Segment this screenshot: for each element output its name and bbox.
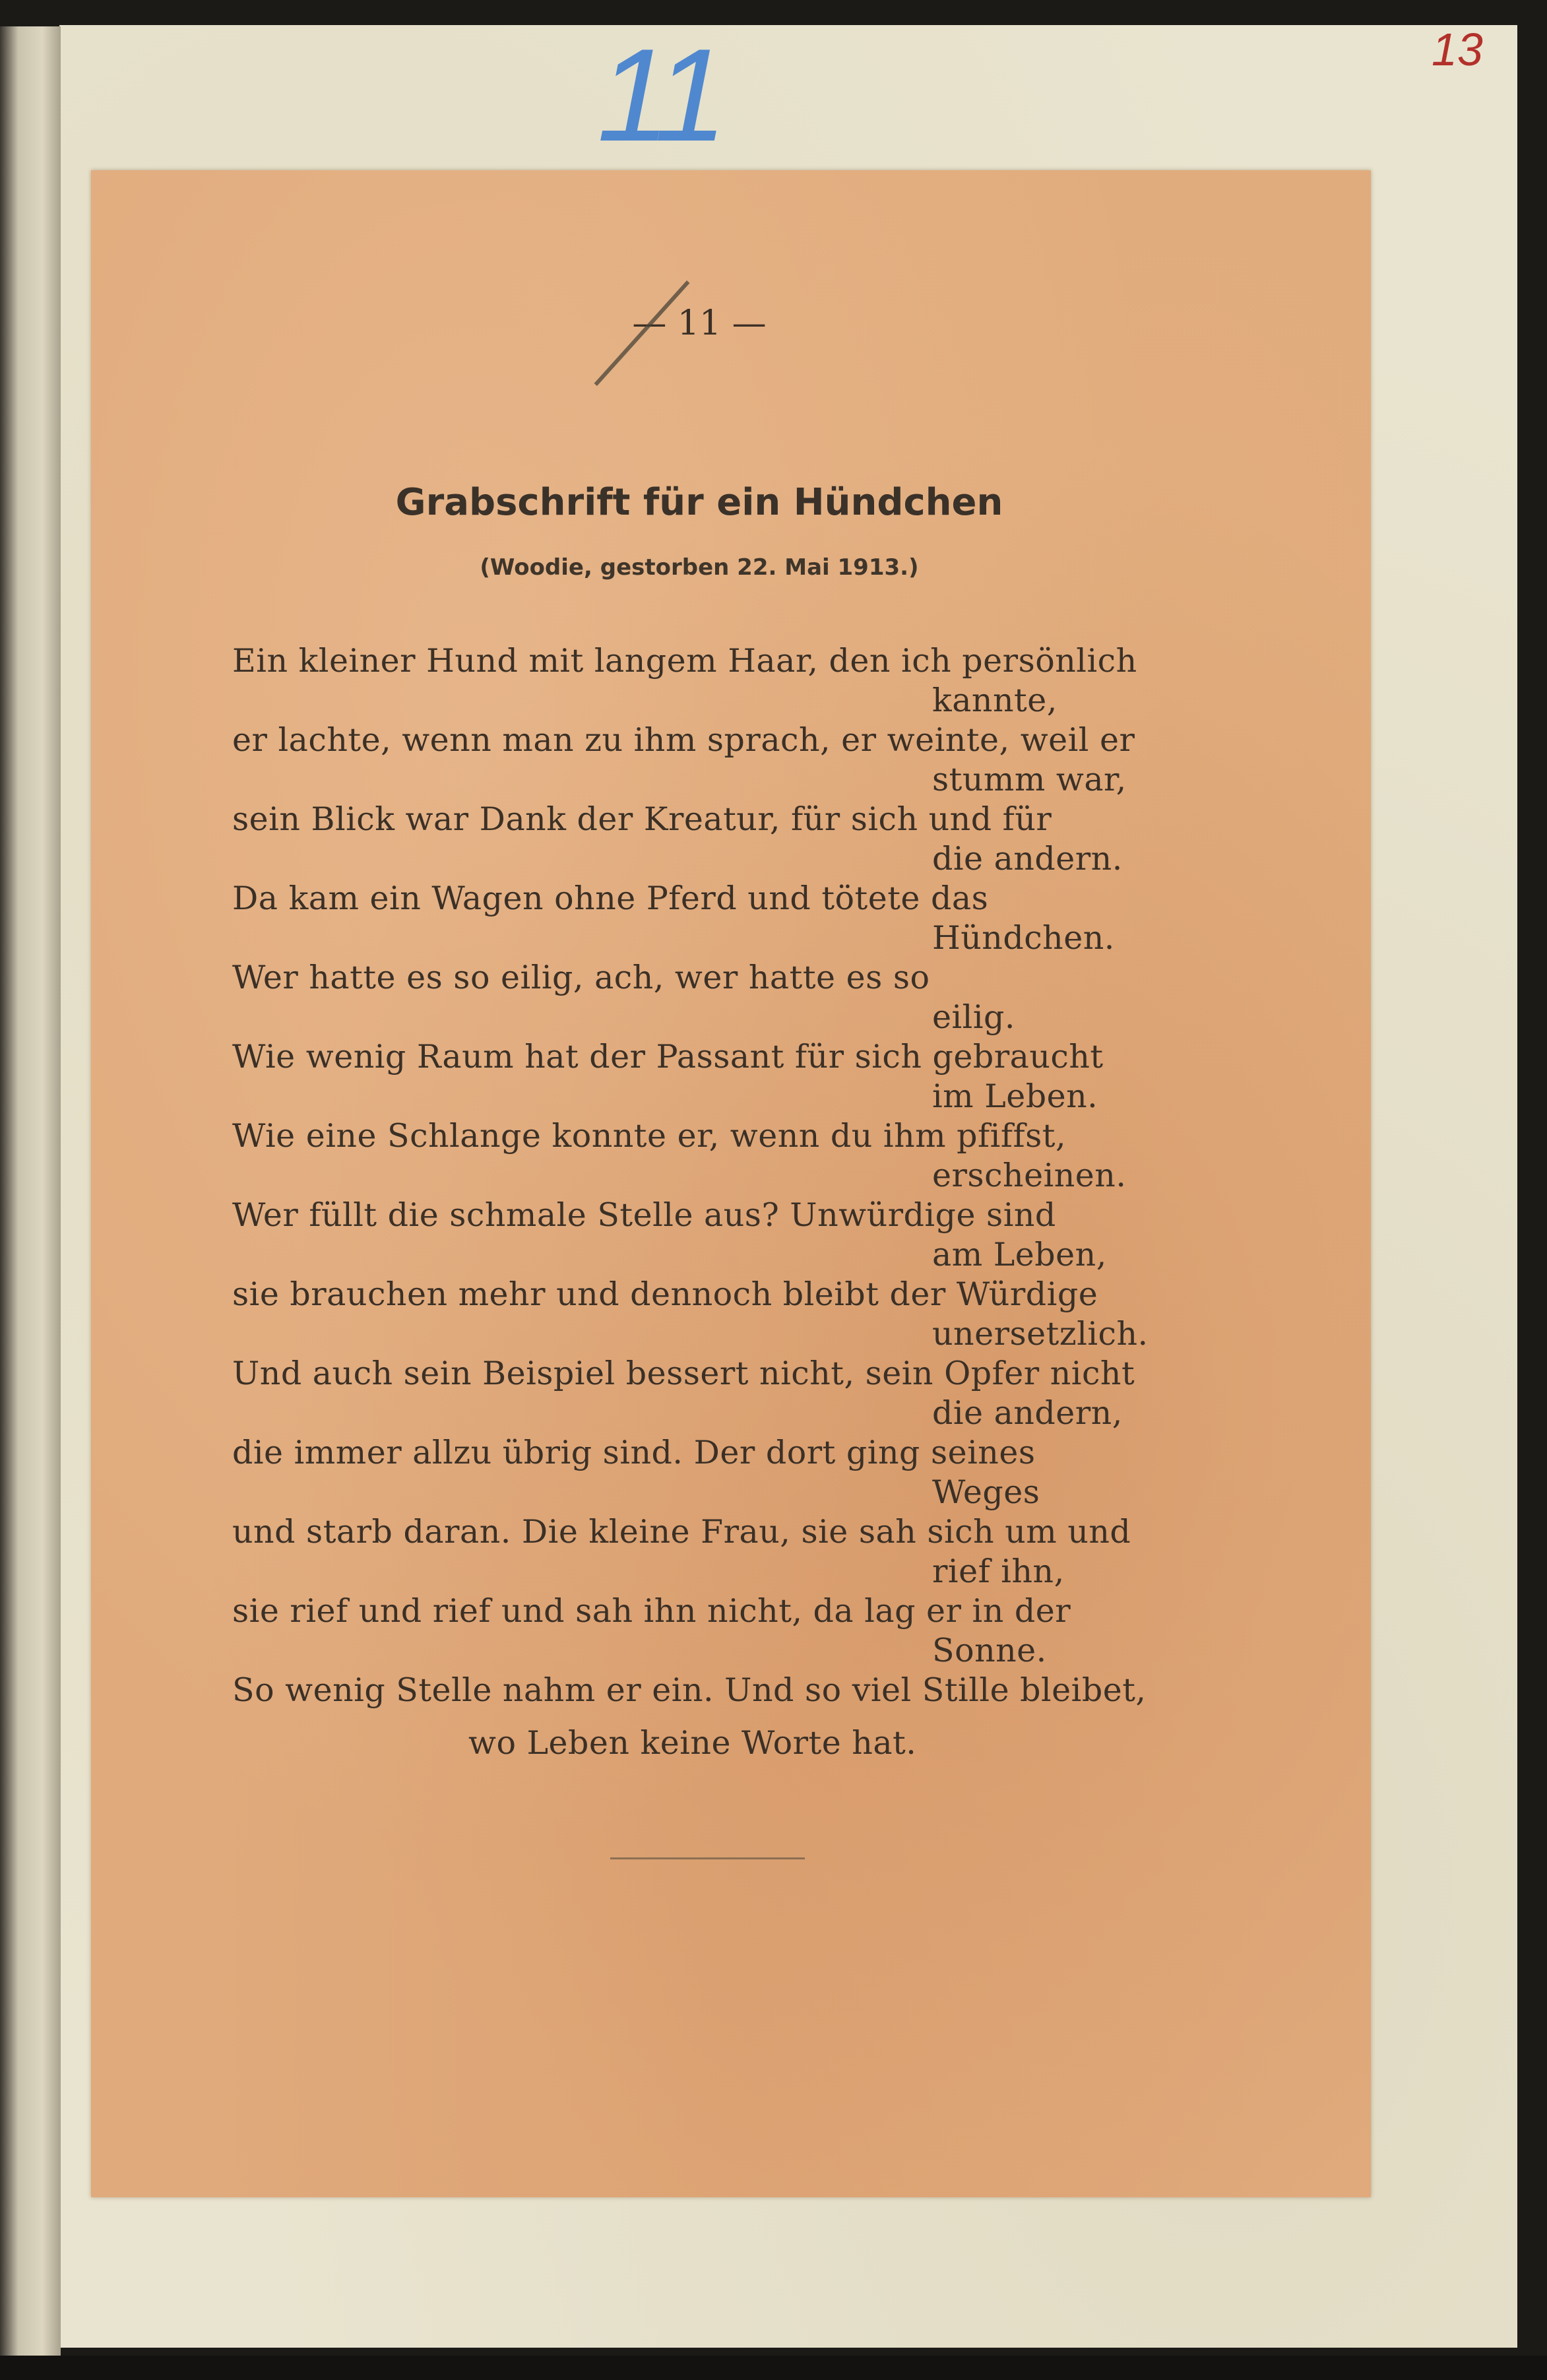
poem-line-continuation: rief ihn,: [932, 1553, 1065, 1590]
poem-line: So wenig Stelle nahm er ein. Und so viel Stille bleibet,: [232, 1671, 1147, 1709]
poem-subtitle: (Woodie, gestorben 22. Mai 1913.): [480, 554, 919, 581]
poem-closing-line: wo Leben keine Worte hat.: [468, 1724, 917, 1762]
handwritten-folio-blue: 11: [597, 22, 721, 169]
poem-title: Grabschrift für ein Hündchen: [395, 481, 1003, 524]
poem-line: er lachte, wenn man zu ihm sprach, er weinte, weil er: [232, 721, 1135, 759]
poem-line: Wer füllt die schmale Stelle aus? Unwürdige sind: [232, 1196, 1056, 1234]
printed-page-number: — 11 —: [632, 304, 767, 343]
poem-line: und starb daran. Die kleine Frau, sie sah sich um und: [232, 1513, 1131, 1551]
poem-line-continuation: die andern.: [932, 840, 1123, 878]
poem-line: sie rief und rief und sah ihn nicht, da lag er in der: [232, 1592, 1071, 1630]
poem-line-continuation: erscheinen.: [932, 1157, 1127, 1194]
scan-border: [0, 2356, 1547, 2380]
poem-line-continuation: im Leben.: [932, 1077, 1098, 1115]
binding-edge: [0, 26, 61, 2375]
newspaper-clipping: [91, 170, 1371, 2197]
poem-line: sein Blick war Dank der Kreatur, für sich und für: [232, 800, 1052, 838]
poem-line-continuation: stumm war,: [932, 761, 1127, 798]
poem-line: sie brauchen mehr und dennoch bleibt der Würdige: [232, 1275, 1098, 1313]
poem-line-continuation: unersetzlich.: [932, 1315, 1149, 1353]
poem-line-continuation: am Leben,: [932, 1236, 1107, 1273]
poem-line-continuation: die andern,: [932, 1394, 1123, 1432]
poem-line-continuation: Sonne.: [932, 1632, 1047, 1669]
handwritten-folio-red: 13: [1432, 24, 1483, 75]
poem-line-continuation: Hündchen.: [932, 919, 1115, 957]
poem-line-continuation: eilig.: [932, 998, 1015, 1036]
poem-line-continuation: kannte,: [932, 682, 1058, 719]
poem-line: die immer allzu übrig sind. Der dort ging seines: [232, 1434, 1036, 1471]
poem-line-continuation: Weges: [932, 1473, 1040, 1511]
poem-line: Wer hatte es so eilig, ach, wer hatte es so: [232, 959, 930, 996]
poem-line: Wie eine Schlange konnte er, wenn du ihm pfiffst,: [232, 1117, 1067, 1155]
poem-line: Und auch sein Beispiel bessert nicht, sein Opfer nicht: [232, 1355, 1135, 1392]
section-divider: [610, 1857, 805, 1859]
poem-line: Wie wenig Raum hat der Passant für sich gebraucht: [232, 1038, 1104, 1076]
poem-line: Da kam ein Wagen ohne Pferd und tötete das: [232, 880, 989, 917]
poem-line: Ein kleiner Hund mit langem Haar, den ich persönlich: [232, 642, 1137, 680]
